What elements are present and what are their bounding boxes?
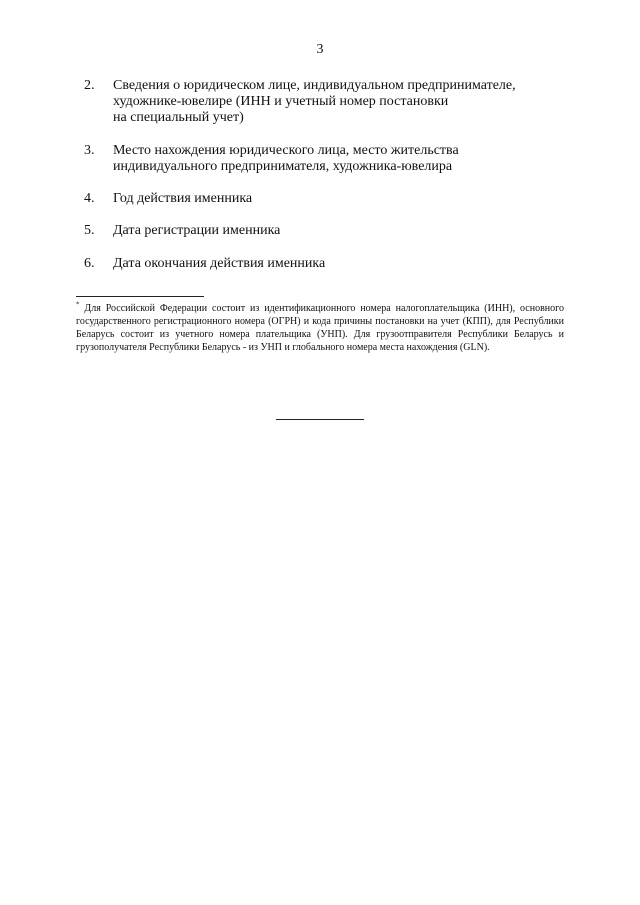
list-item-number: 5. bbox=[84, 223, 95, 238]
list-item-number: 3. bbox=[84, 143, 95, 158]
list-item-number: 2. bbox=[84, 78, 95, 93]
list-item-number: 4. bbox=[84, 191, 95, 206]
page-number: 3 bbox=[316, 42, 324, 57]
list-item-text: Дата окончания действия именника bbox=[113, 256, 326, 271]
list-item-text: Место нахождения юридического лица, место жительства индивидуального предпринимателя, художника-ювелира bbox=[113, 143, 459, 174]
list-item-text: Дата регистрации именника bbox=[113, 223, 281, 238]
list-item-text: Сведения о юридическом лице, индивидуальном предпринимателе, художнике-ювелире (ИНН и учетный номер постановки на специальный учет) bbox=[113, 78, 516, 125]
footnote-marker: * bbox=[76, 300, 80, 309]
list-item-number: 6. bbox=[84, 256, 95, 271]
footnote-text: Для Российской Федерации состоит из идентификационного номера налогоплательщика (ИНН), основного государственного регистрационного номера (ОГРН) и кода причины постановки на учет (КПП), для Республики Беларусь состоит из учетного номера плательщика (УНП). Для грузоотправителя Республики Беларусь и грузополучателя Республики Беларусь - из УНП и глобального номера места нахождения (GLN). bbox=[76, 303, 564, 353]
list-item-text: Год действия именника bbox=[113, 191, 253, 206]
footnote-separator bbox=[76, 296, 204, 297]
footnote bbox=[76, 302, 564, 354]
end-of-document-rule bbox=[276, 419, 364, 420]
